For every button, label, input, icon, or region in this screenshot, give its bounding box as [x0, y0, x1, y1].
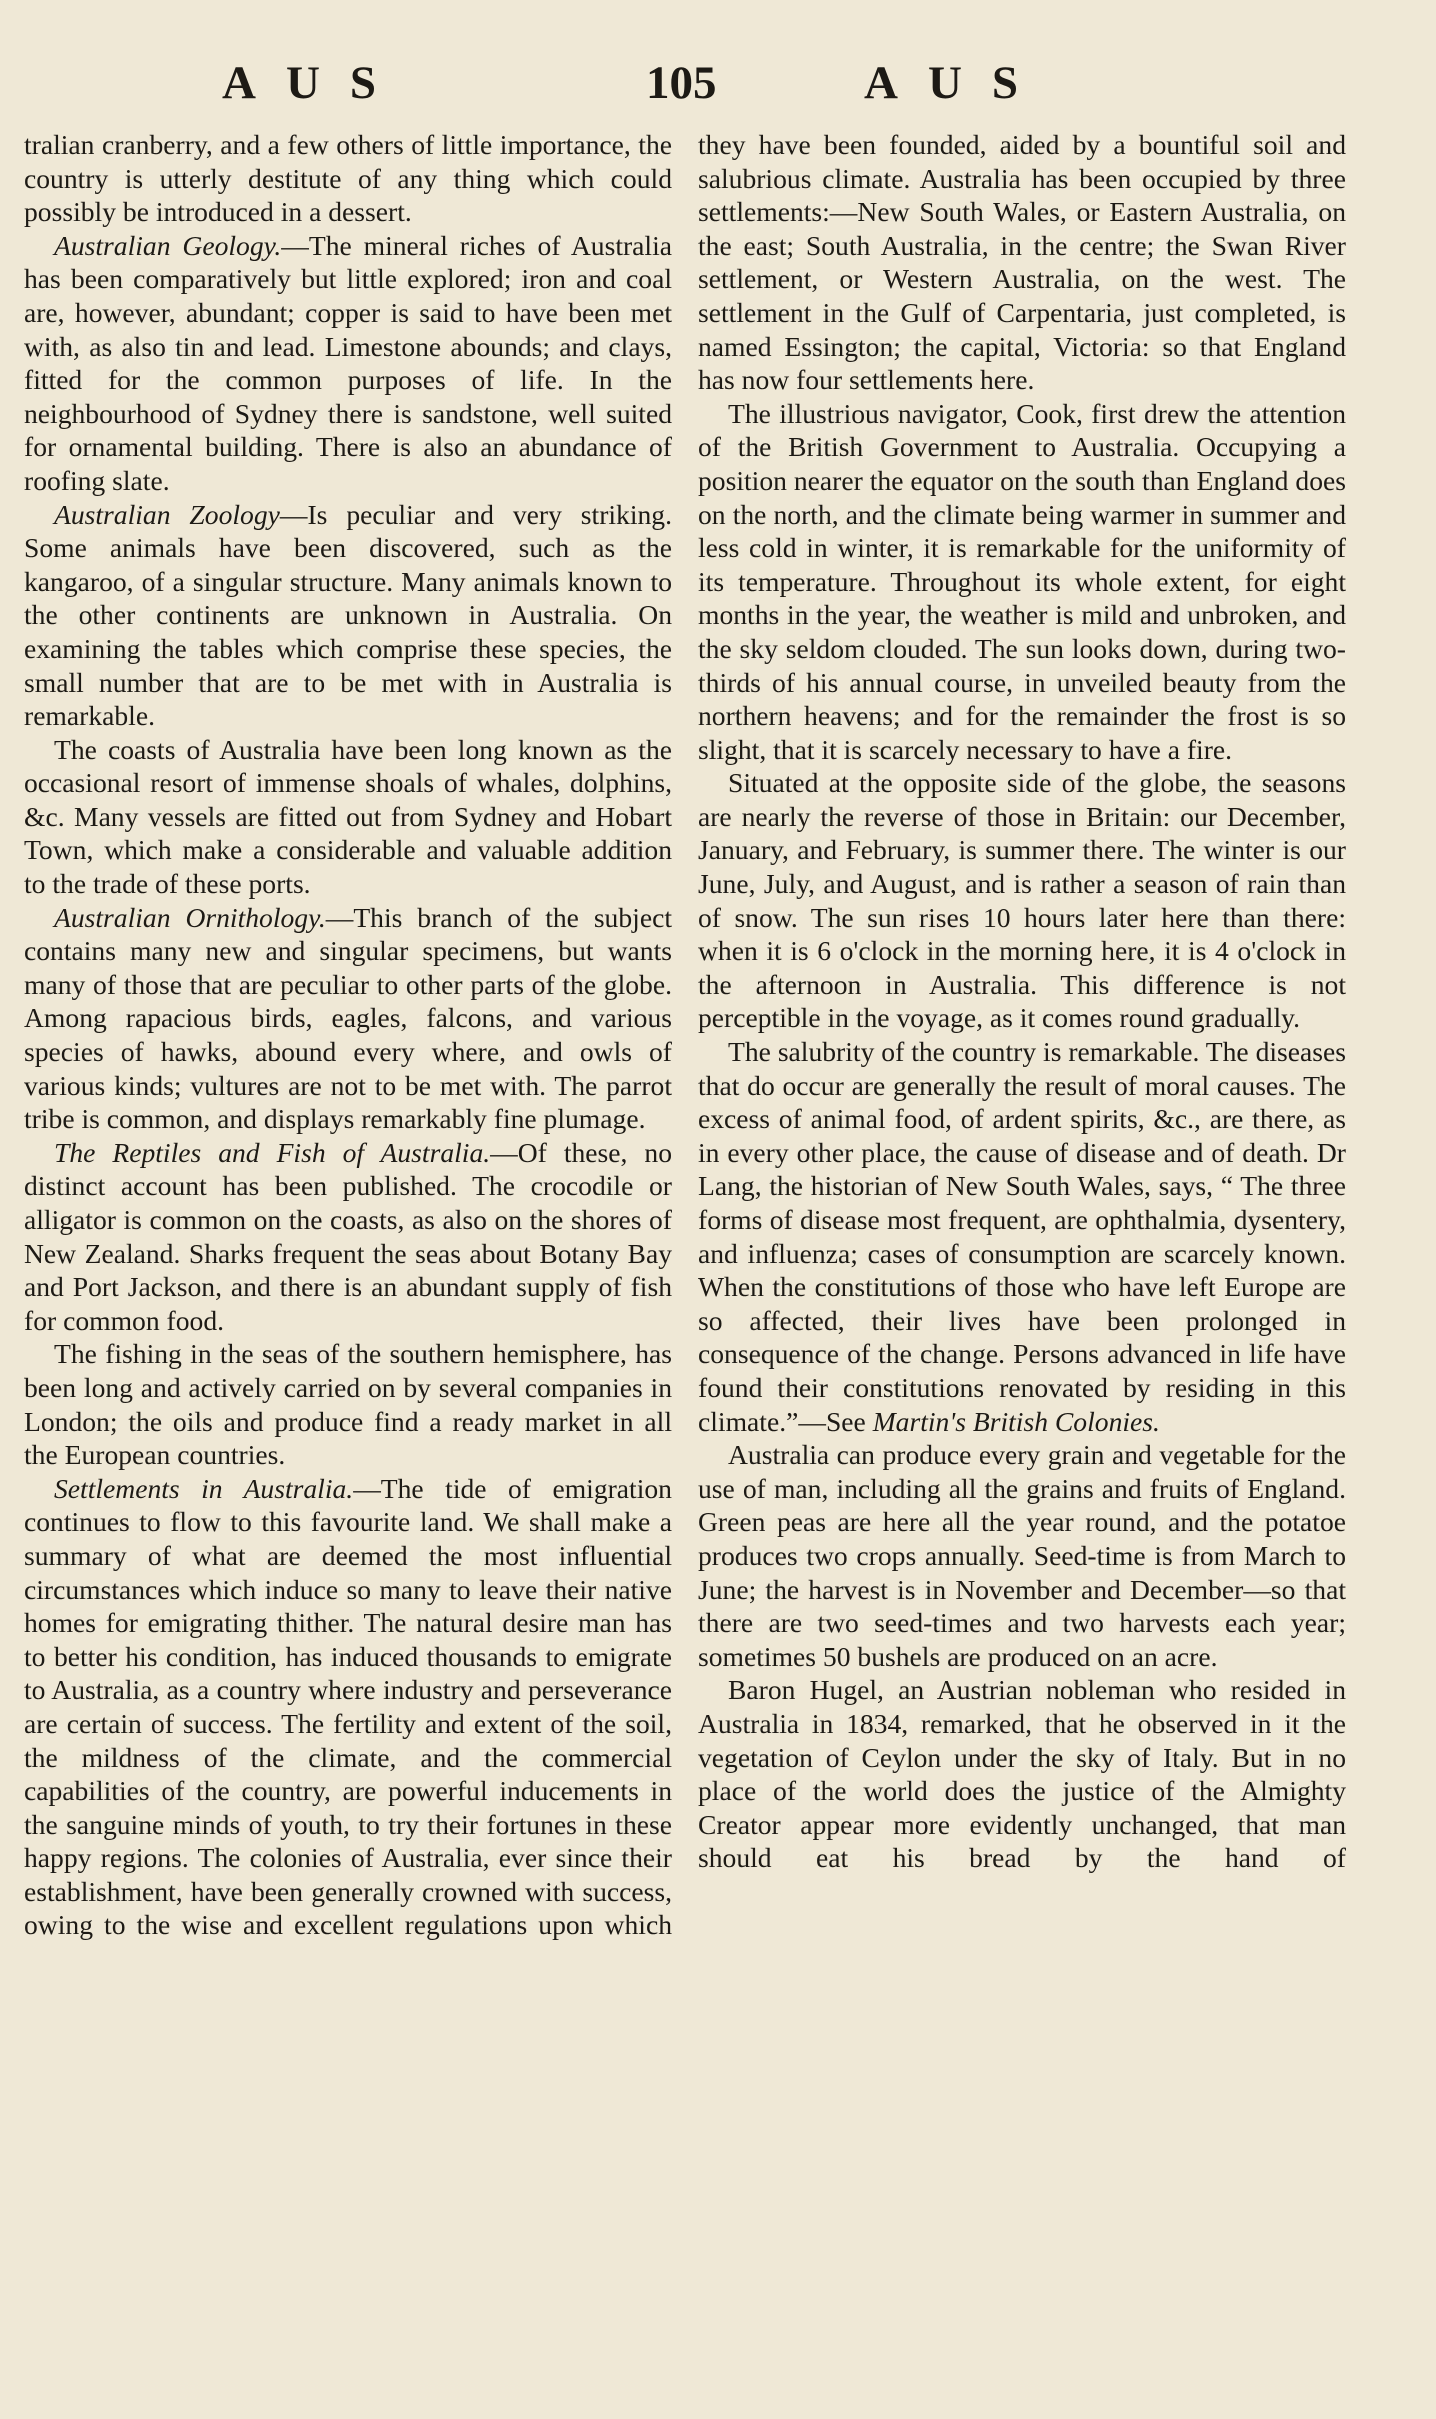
paragraph	[24, 733, 672, 901]
section-heading: Australian Ornithology.	[54, 901, 326, 933]
paragraph-text: tralian cranberry, and a few others of little importance, the country is utterly destitute of any thing which could possibly be introduced in a dessert.	[24, 129, 672, 228]
paragraph-text: Baron Hugel, an Austrian nobleman who resided in Australia in 1834, remarked, that he observed in it the vegetation of Ceylon under the sky of Italy. But in no place of the world does the justice of the Almighty Creator appear more evidently unchanged, that man should eat his bread by the hand of	[698, 1674, 1346, 1874]
paragraph	[698, 766, 1346, 1035]
left-column	[24, 128, 672, 1942]
paragraph-text: —This branch of the subject contains many new and singular specimens, but wants many of those that are peculiar to other parts of the globe. Among rapacious birds, eagles, falcons, and various species of hawks, abound every where, and owls of various kinds; vultures are not to be met with. The parrot tribe is common, and displays remarkably fine plumage.	[24, 901, 672, 1135]
paragraph	[24, 128, 672, 229]
section-heading: Settlements in Australia.	[54, 1472, 354, 1504]
paragraph	[698, 128, 1346, 397]
paragraph	[698, 1673, 1346, 1875]
paragraph-text: Situated at the opposite side of the globe, the seasons are nearly the reverse of those in Britain: our December, January, and February, is summer there. The winter is our June, July, and August, and is rather a season of rain than of snow. The sun rises 10 hours later here than there: when it is 6 o'clock in the morning here, it is 4 o'clock in the afternoon in Australia. This difference is not perceptible in the voyage, as it comes round gradually.	[698, 767, 1346, 1034]
paragraph-text: The illustrious navigator, Cook, first drew the attention of the British Government to Australia. Occupying a position nearer the equator on the south than England does on the north, and the climate being warmer in summer and less cold in winter, it is remarkable for the uniformity of its temperature. Throughout its whole extent, for eight months in the year, the weather is mild and unbroken, and the sky seldom clouded. The sun looks down, during two-thirds of his annual course, in unveiled beauty from the northern heavens; and for the remainder the frost is so slight, that it is scarcely necessary to have a fire.	[698, 397, 1346, 765]
paragraph	[698, 397, 1346, 767]
right-column	[698, 128, 1346, 1875]
paragraph-text: Australia can produce every grain and vegetable for the use of man, including all the grains and fruits of England. Green peas are here all the year round, and the potatoe produces two crops annually. Seed-time is from March to June; the harvest is in November and December—so that there are two seed-times and two harvests each year; sometimes 50 bushels are produced on an acre.	[698, 1439, 1346, 1672]
paragraph-text: The fishing in the seas of the southern hemisphere, has been long and actively carried on by several companies in London; the oils and produce find a ready market in all the European countries.	[24, 1338, 672, 1471]
paragraph	[698, 1035, 1346, 1438]
paragraph	[24, 1472, 672, 1942]
citation-title: Martin's British Colonies.	[872, 1405, 1160, 1437]
paragraph	[24, 1136, 672, 1338]
section-heading: Australian Zoology	[54, 498, 280, 530]
section-heading: The Reptiles and Fish of Australia.	[54, 1136, 491, 1168]
paragraph-text: The coasts of Australia have been long known as the occasional resort of immense shoals of whales, dolphins, &c. Many vessels are fitted out from Sydney and Hobart Town, which make a considerable and valuable addition to the trade of these ports.	[24, 733, 672, 900]
paragraph-text: —The tide of emigration continues to flow to this favourite land. We shall make a summary of what are deemed the most influential circumstances which induce so many to leave their native homes for emigrating thither. The natural desire man has to better his condition, has induced thousands to emigrate to Australia, as a country where industry and perseverance are certain of success. The fertility and extent of the soil, the mildness of the climate, and the commercial capabilities of the country, are powerful inducements in the sanguine minds of youth, to try their fortunes in these happy regions. The colonies of Australia, ever since their establishment, have been generally crowned with success, owing to the wise and excellent regulations upon which	[24, 1472, 672, 1941]
header-right-word: AUS	[864, 57, 1049, 109]
paragraph-text: they have been founded, aided by a bountiful soil and salubrious climate. Australia has been occupied by three settlements:—New South Wales, or Eastern Australia, on the east; South Australia, in the centre; the Swan River settlement, or Western Australia, on the west. The settlement in the Gulf of Carpentaria, just completed, is named Essington; the capital, Victoria: so that England has now four settlements here.	[698, 129, 1346, 396]
paragraph	[24, 901, 672, 1136]
paragraph	[24, 498, 672, 733]
paragraph	[24, 1337, 672, 1471]
paragraph	[24, 229, 672, 498]
paragraph	[698, 1438, 1346, 1673]
paragraph-text: —Of these, no distinct account has been published. The crocodile or alligator is common on the coasts, as also on the shores of New Zealand. Sharks frequent the seas about Botany Bay and Port Jackson, and there is an abundant supply of fish for common food.	[24, 1136, 672, 1336]
running-header	[0, 56, 1436, 116]
paragraph-text: —The mineral riches of Australia has been comparatively but little explored; iron and coal are, however, abundant; copper is said to have been met with, as also tin and lead. Limestone abounds; and clays, fitted for the common purposes of life. In the neighbourhood of Sydney there is sandstone, well suited for ornamental building. There is also an abundance of roofing slate.	[24, 229, 672, 496]
paragraph-text: —Is peculiar and very striking. Some animals have been discovered, such as the kangaroo, of a singular structure. Many animals known to the other continents are unknown in Australia. On examining the tables which comprise these species, the small number that are to be met with in Australia is remarkable.	[24, 498, 673, 732]
paragraph-text: The salubrity of the country is remarkable. The diseases that do occur are generally the result of moral causes. The excess of animal food, of ardent spirits, &c., are there, as in every other place, the cause of disease and of death. Dr Lang, the historian of New South Wales, says, “ The three forms of disease most frequent, are ophthalmia, dysentery, and influenza; cases of consumption are scarcely known. When the constitutions of those who have left Europe are so affected, their lives have been prolonged in consequence of the change. Persons advanced in life have found their constitutions renovated by residing in this climate.”—See	[698, 1036, 1346, 1437]
header-left-word: AUS	[222, 57, 407, 109]
section-heading: Australian Geology.	[54, 229, 282, 261]
page-number: 105	[646, 57, 717, 109]
